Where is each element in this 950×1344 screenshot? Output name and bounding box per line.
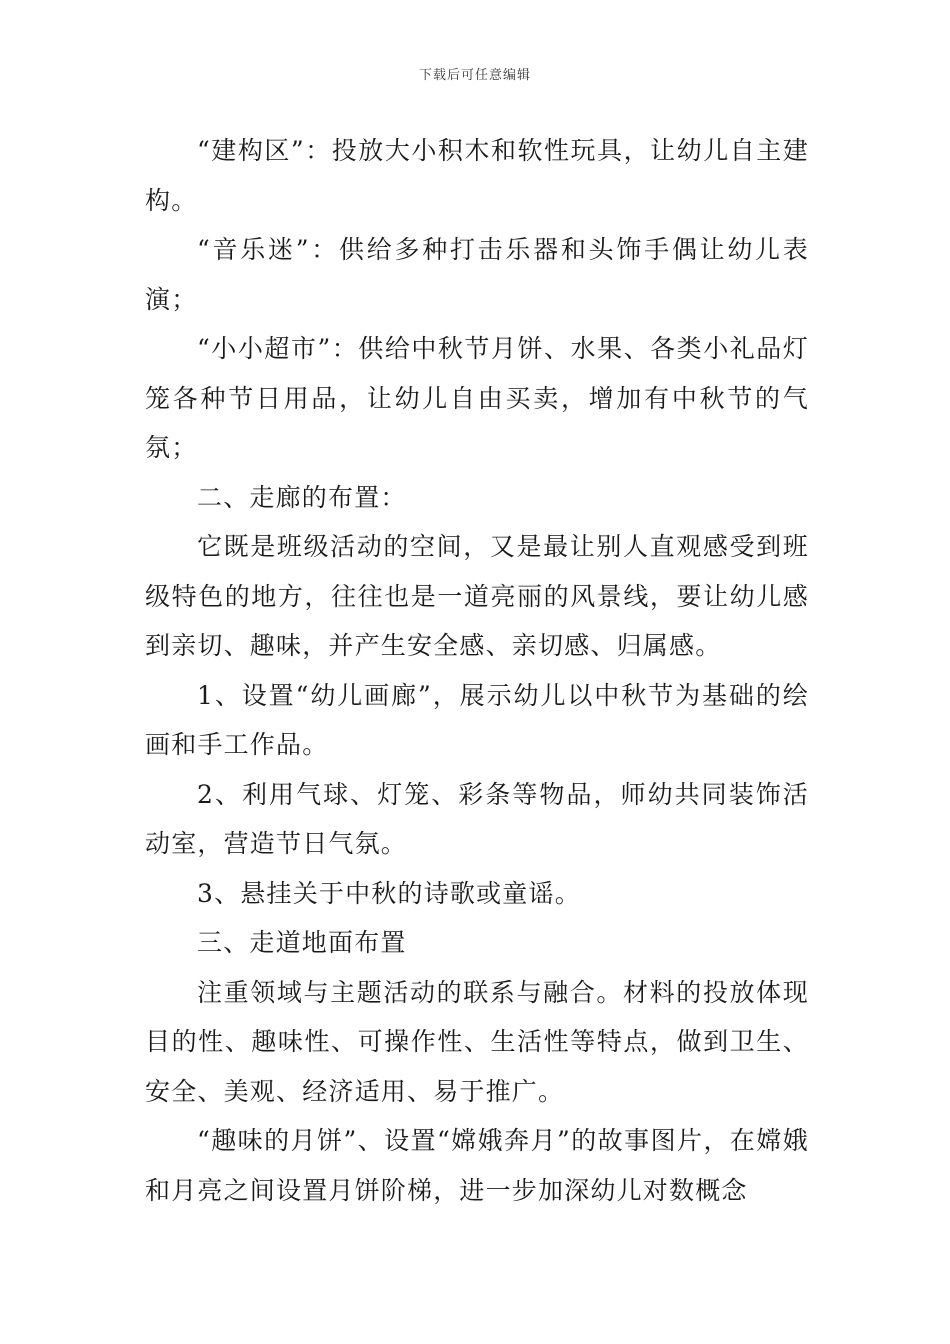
paragraph-music-area: “音乐迷”：供给多种打击乐器和头饰手偶让幼儿表演； <box>145 235 809 314</box>
paragraph-floor-principles: 注重领域与主题活动的联系与融合。材料的投放体现目的性、趣味性、可操作性、生活性等特点，做到卫生、安全、美观、经济适用、易于推广。 <box>145 977 809 1106</box>
list-item-poems: 3、悬挂关于中秋的诗歌或童谣。 <box>197 878 581 908</box>
list-item-decoration: 2、利用气球、灯笼、彩条等物品，师幼共同装饰活动室，营造节日气氛。 <box>145 779 809 858</box>
paragraph-mooncake-activity: “趣味的月饼”、设置“嫦娥奔月”的故事图片，在嫦娥和月亮之间设置月饼阶梯，进一步加深幼儿对数概念 <box>145 1126 809 1205</box>
section-heading-corridor: 二、走廊的布置： <box>197 482 407 512</box>
paragraph-supermarket-area: “小小超市”：供给中秋节月饼、水果、各类小礼品灯笼各种节日用品，让幼儿自由买卖，增加有中秋节的气氛； <box>145 334 809 462</box>
page-header-note: 下载后可任意编辑 <box>418 68 531 83</box>
paragraph-building-area: “建构区”：投放大小积木和软性玩具，让幼儿自主建构。 <box>145 136 809 215</box>
list-item-gallery: 1、设置“幼儿画廊”，展示幼儿以中秋节为基础的绘画和手工作品。 <box>145 680 809 759</box>
section-heading-floor: 三、走道地面布置 <box>197 928 407 957</box>
document-body <box>145 126 809 1215</box>
paragraph-corridor-intro: 它既是班级活动的空间，又是最让别人直观感受到班级特色的地方，往往也是一道亮丽的风景线，要让幼儿感到亲切、趣味，并产生安全感、亲切感、归属感。 <box>145 532 809 660</box>
